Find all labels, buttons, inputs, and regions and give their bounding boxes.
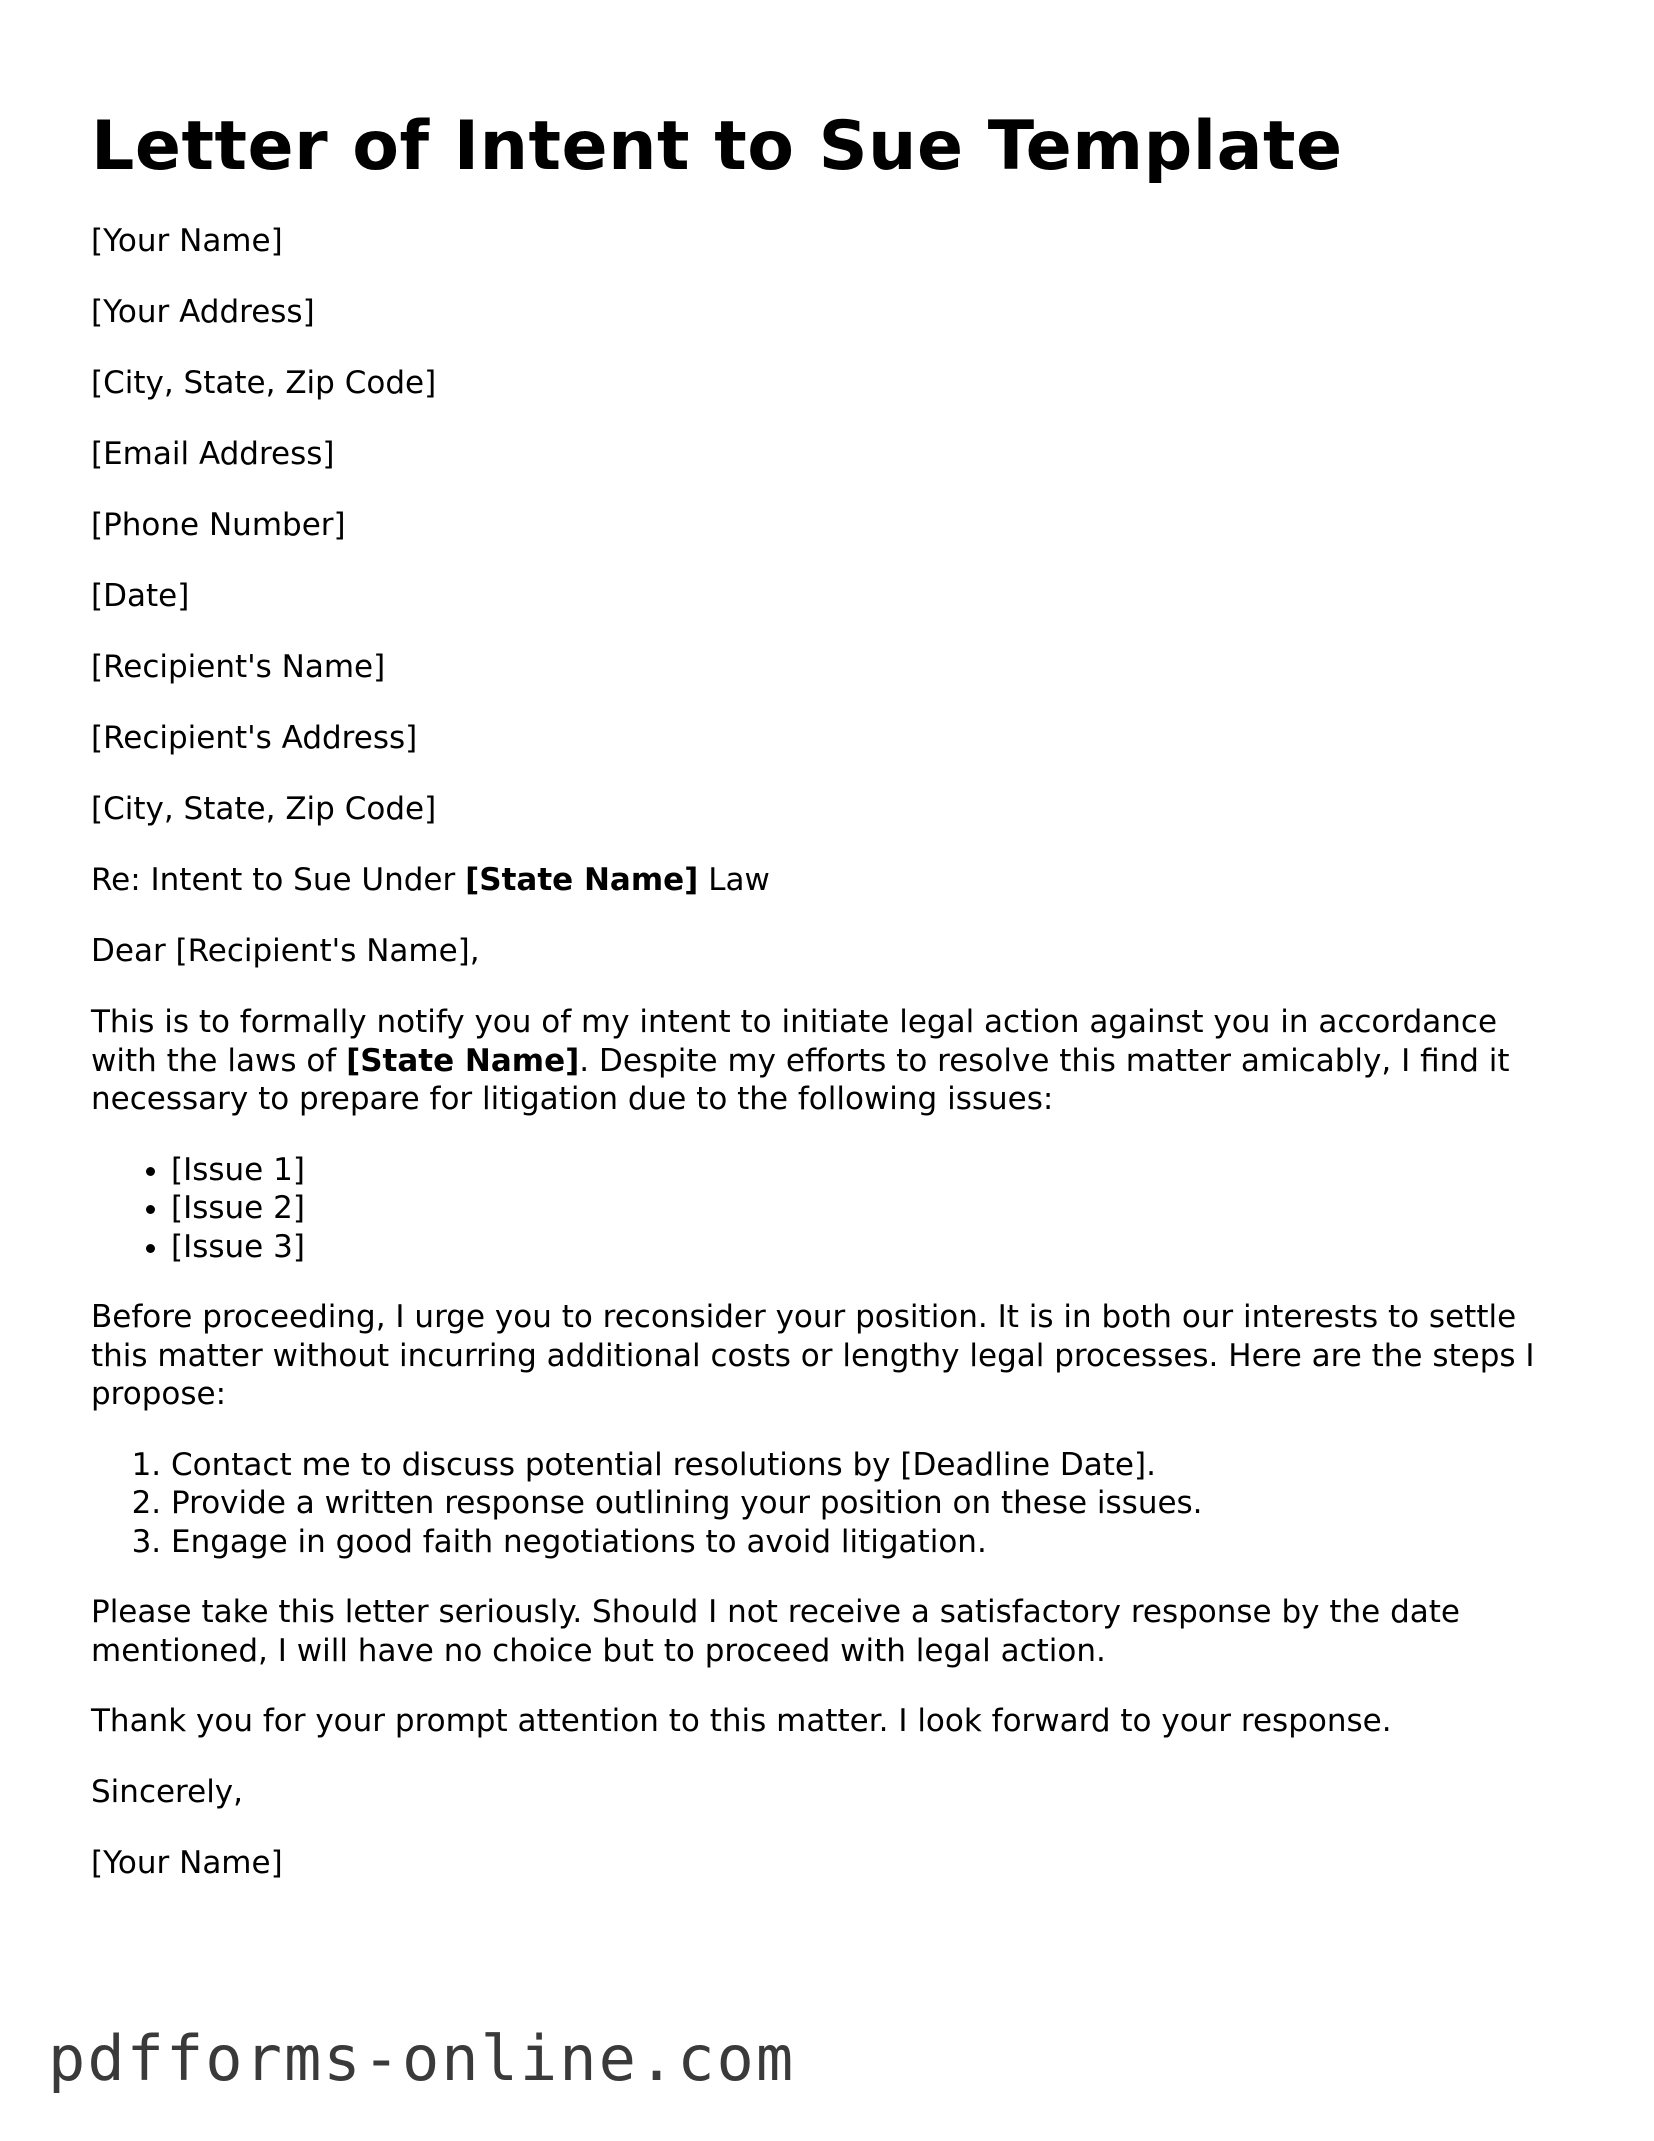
signature-name: [Your Name] (91, 1844, 283, 1881)
sender-name: [Your Name] (91, 223, 283, 260)
closing: Sincerely, (91, 1773, 244, 1810)
warning-paragraph: Please take this letter seriously. Should I not receive a satisfactory response by the date mentioned, I will have no choice but to proceed with legal action. (91, 1594, 1460, 1669)
letter-document (91, 108, 1571, 1915)
list-item: 3. Engage in good faith negotiations to avoid litigation. (171, 1523, 1571, 1562)
subject-prefix: Re: Intent to Sue Under (91, 862, 466, 899)
intro-part2: . Despite my efforts to resolve this matter amicably, I find it necessary to prepare for litigation due to the following issues: (91, 1042, 1510, 1118)
subject-state: [State Name] (465, 862, 699, 899)
sender-email: [Email Address] (91, 436, 335, 473)
thanks-paragraph: Thank you for your prompt attention to this matter. I look forward to your response. (91, 1703, 1392, 1740)
issues-list (91, 1151, 1571, 1267)
recipient-name: [Recipient's Name] (91, 649, 386, 686)
page-title: Letter of Intent to Sue Template (91, 107, 1343, 186)
sender-city-state-zip: [City, State, Zip Code] (91, 365, 437, 402)
intro-state: [State Name] (346, 1042, 580, 1079)
recipient-city-state-zip: [City, State, Zip Code] (91, 791, 437, 828)
letter-date: [Date] (91, 578, 190, 615)
list-item: 1. Contact me to discuss potential resolutions by [Deadline Date]. (171, 1446, 1571, 1485)
intro-paragraph (91, 1003, 1571, 1119)
proposal-paragraph: Before proceeding, I urge you to reconsider your position. It is in both our interests to settle this matter without incurring additional costs or lengthy legal processes. Here are the steps I propose: (91, 1299, 1535, 1413)
sender-address: [Your Address] (91, 294, 315, 331)
list-item: • [Issue 2] (171, 1189, 1571, 1228)
subject-line (91, 861, 1571, 900)
list-item: • [Issue 1] (171, 1151, 1571, 1190)
watermark: pdfforms-online.com (48, 2022, 796, 2095)
steps-list (91, 1446, 1571, 1562)
subject-suffix: Law (698, 862, 770, 899)
list-item: 2. Provide a written response outlining your position on these issues. (171, 1484, 1571, 1523)
list-item: • [Issue 3] (171, 1228, 1571, 1267)
recipient-address: [Recipient's Address] (91, 720, 418, 757)
salutation: Dear [Recipient's Name], (91, 933, 480, 970)
intro-part1: This is to formally notify you of my intent to initiate legal action against you in accordance with the laws of (91, 1004, 1498, 1079)
sender-phone: [Phone Number] (91, 507, 346, 544)
